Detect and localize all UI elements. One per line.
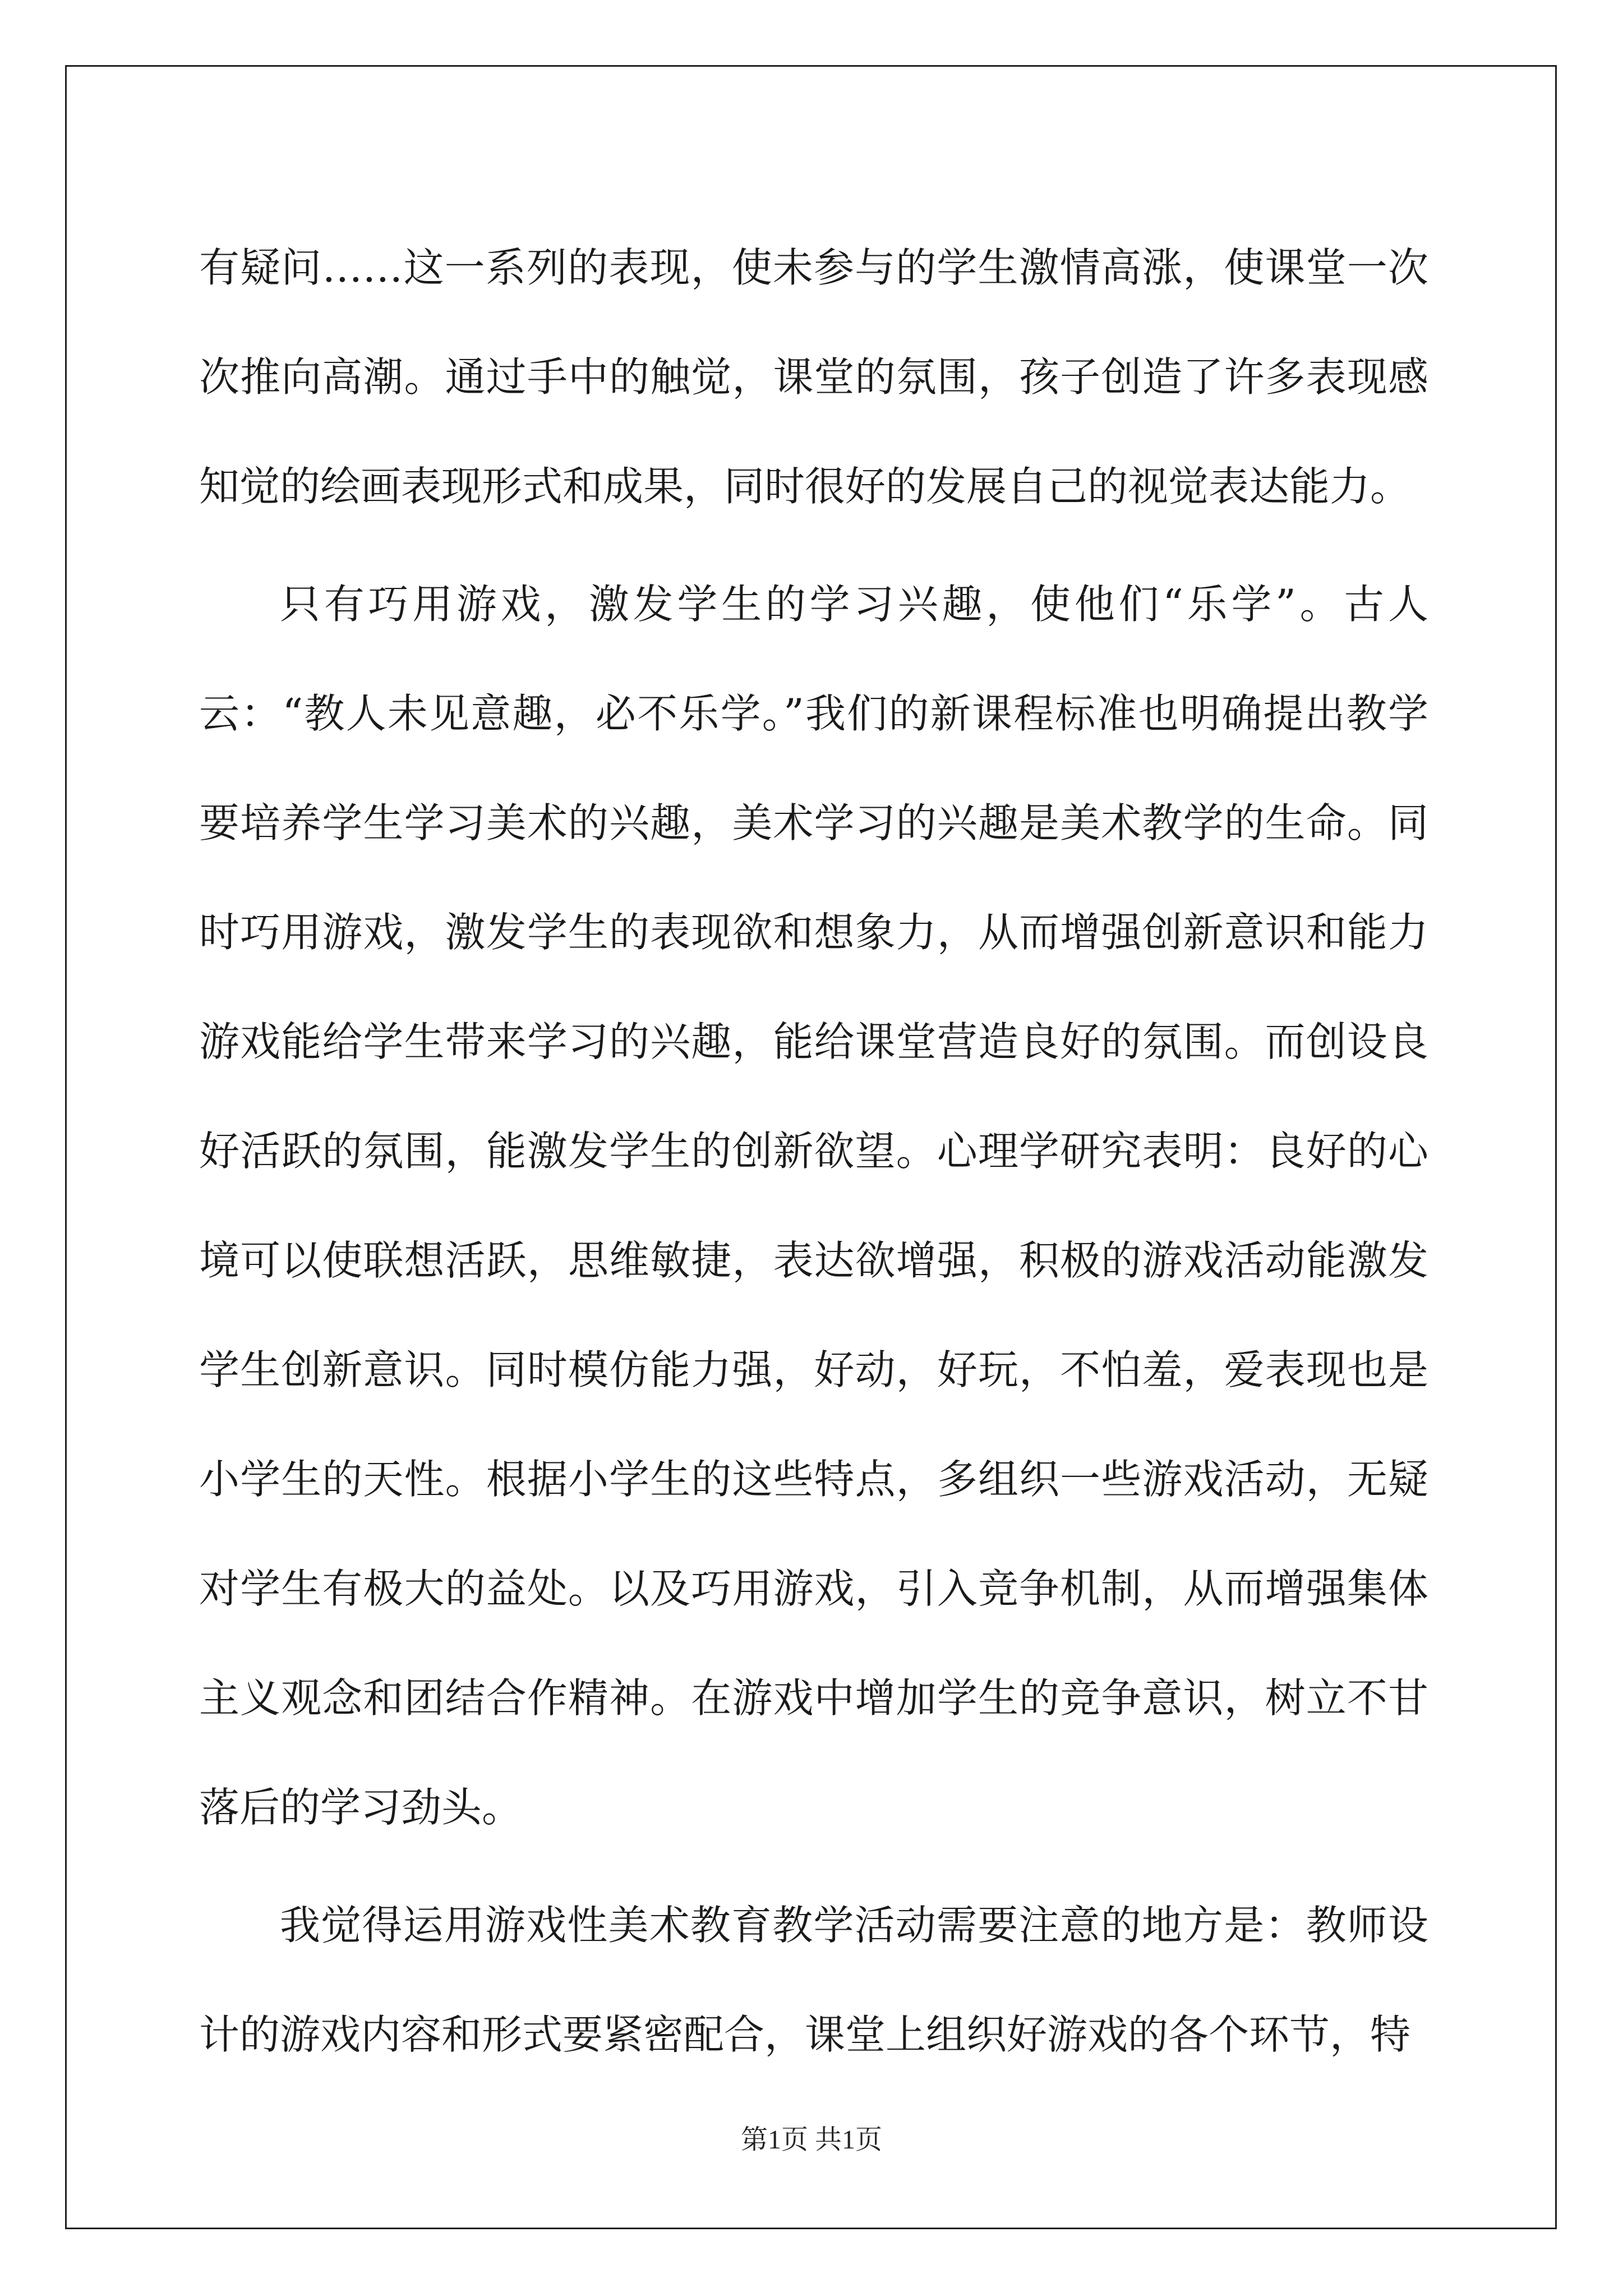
page-footer: 第1页 共1页 [740, 2125, 882, 2155]
paragraph-3: 我觉得运用游戏性美术教育教学活动需要注意的地方是：教师设计的游戏内容和形式要紧密配合，课堂上组织好游戏的各个环节，特 [199, 1902, 1428, 2058]
paragraph-1: 有疑问……这一系列的表现，使未参与的学生激情高涨，使课堂一次次推向高潮。通过手中的触觉，课堂的氛围，孩子创造了许多表现感知觉的绘画表现形式和成果，同时很好的发展自己的视觉表达能力。 [199, 244, 1428, 510]
paragraph-2: 只有巧用游戏，激发学生的学习兴趣，使他们“乐学”。古人云：“教人未见意趣，必不乐学。”我们的新课程标准也明确提出教学要培养学生学习美术的兴趣，美术学习的兴趣是美术教学的生命。同时巧用游戏，激发学生的表现欲和想象力，从而增强创新意识和能力游戏能给学生带来学习的兴趣，能给课堂营造良好的氛围。而创设良好活跃的氛围，能激发学生的创新欲望。心理学研究表明：良好的心境可以使联想活跃，思维敏捷，表达欲增强，积极的游戏活动能激发学生创新意识。同时模仿能力强，好动，好玩，不怕羞，爱表现也是小学生的天性。根据小学生的这些特点，多组织一些游戏活动，无疑对学生有极大的益处。以及巧用游戏，引入竞争机制，从而增强集体主义观念和团结合作精神。在游戏中增加学生的竞争意识，树立不甘落后的学习劲头。 [199, 581, 1428, 1831]
document-body [199, 213, 1428, 2098]
